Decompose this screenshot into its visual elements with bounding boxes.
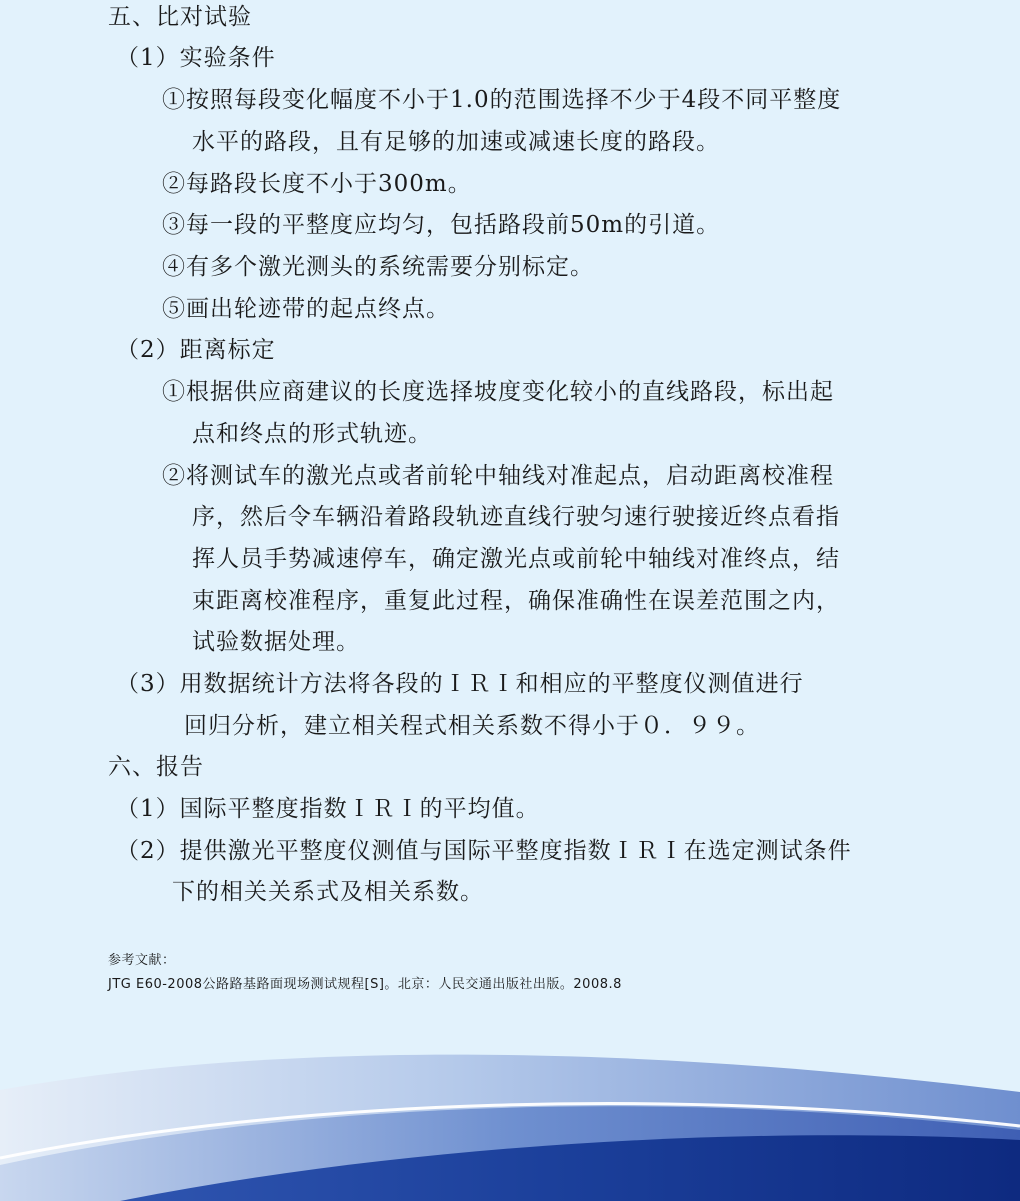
calibration-item-2-cont-2: 挥人员手势减速停车，确定激光点或前轮中轴线对准终点，结 — [192, 546, 840, 572]
report-item-2-cont: 下的相关关系式及相关系数。 — [172, 879, 484, 905]
subsection-1-heading: （1）实验条件 — [116, 45, 276, 71]
calibration-item-2-cont-4: 试验数据处理。 — [192, 629, 360, 655]
condition-item-3: ③每一段的平整度应均匀，包括路段前50m的引道。 — [162, 212, 721, 238]
report-item-2: （2）提供激光平整度仪测值与国际平整度指数ＩＲＩ在选定测试条件 — [116, 838, 852, 864]
report-item-1: （1）国际平整度指数ＩＲＩ的平均值。 — [116, 796, 540, 822]
condition-item-1: ①按照每段变化幅度不小于1.0的范围选择不少于4段不同平整度 — [162, 87, 842, 113]
subsection-2-heading: （2）距离标定 — [116, 337, 276, 363]
decorative-wave-footer — [0, 1030, 1020, 1201]
calibration-item-1-cont: 点和终点的形式轨迹。 — [192, 421, 432, 447]
condition-item-4: ④有多个激光测头的系统需要分别标定。 — [162, 254, 594, 280]
reference-entry: JTG E60-2008公路路基路面现场测试规程[S]。北京：人民交通出版社出版。2008.8 — [108, 977, 622, 992]
condition-item-5: ⑤画出轮迹带的起点终点。 — [162, 296, 450, 322]
condition-item-2: ②每路段长度不小于300m。 — [162, 171, 472, 197]
calibration-item-2-cont-1: 序，然后令车辆沿着路段轨迹直线行驶匀速行驶接近终点看指 — [192, 504, 840, 530]
condition-item-1-cont: 水平的路段，且有足够的加速或减速长度的路段。 — [192, 129, 720, 155]
section-6-heading: 六、报告 — [108, 754, 204, 780]
references-label: 参考文献： — [108, 953, 176, 968]
calibration-item-2: ②将测试车的激光点或者前轮中轴线对准起点，启动距离校准程 — [162, 463, 834, 489]
subsection-3-line-1: （3）用数据统计方法将各段的ＩＲＩ和相应的平整度仪测值进行 — [116, 671, 804, 697]
calibration-item-1: ①根据供应商建议的长度选择坡度变化较小的直线路段，标出起 — [162, 379, 834, 405]
calibration-item-2-cont-3: 束距离校准程序，重复此过程，确保准确性在误差范围之内， — [192, 588, 840, 614]
subsection-3-line-2: 回归分析，建立相关程式相关系数不得小于０．９９。 — [184, 713, 760, 739]
section-5-heading: 五、比对试验 — [108, 4, 252, 30]
